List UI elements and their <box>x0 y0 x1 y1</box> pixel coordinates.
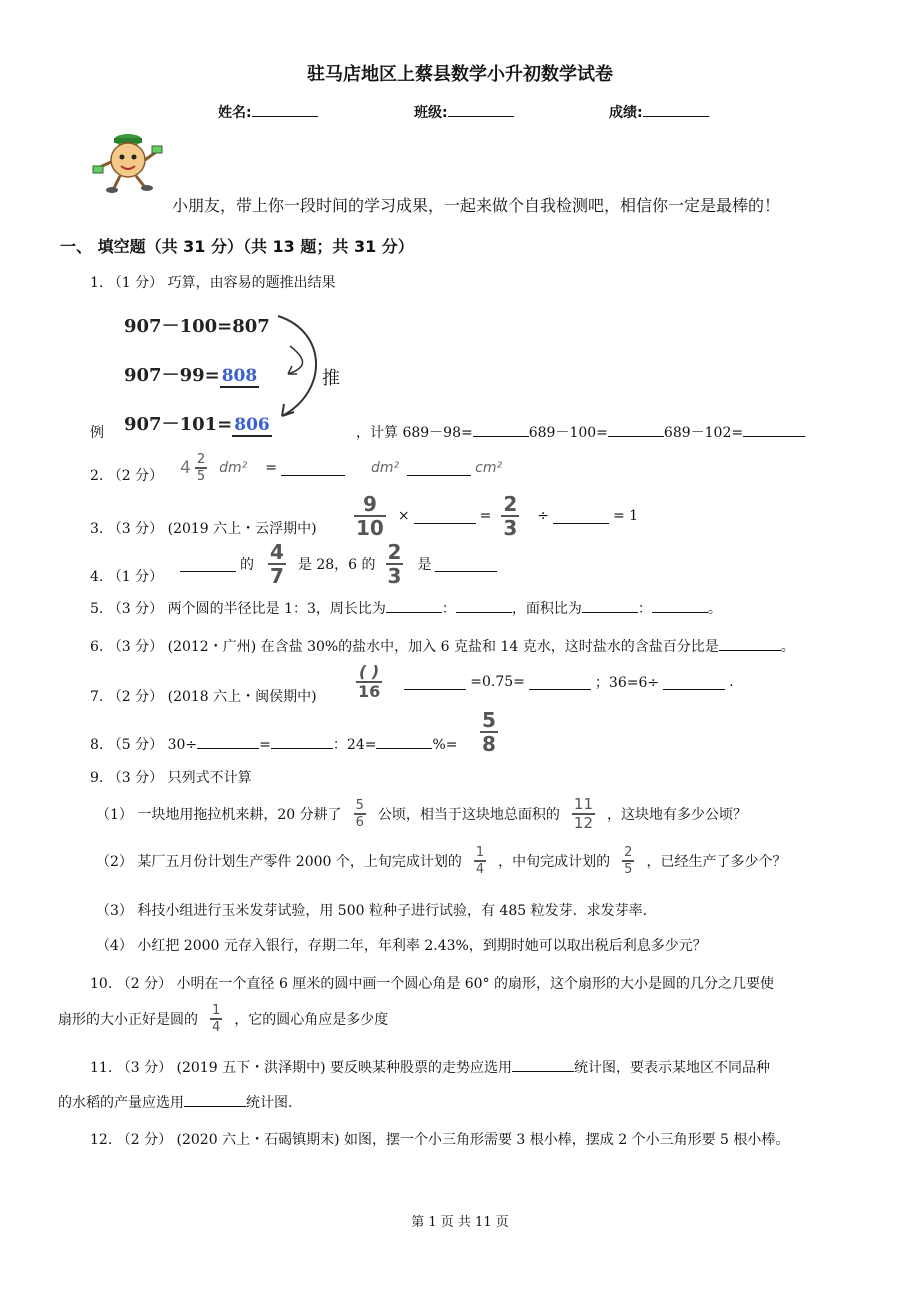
q4-fraction-1 <box>268 542 286 586</box>
q7-fraction <box>356 664 382 700</box>
q11-line2-a: 的水稻的产量应选用 <box>58 1095 184 1111</box>
q2-fraction <box>195 453 207 483</box>
q8-f-num: 5 <box>482 708 496 732</box>
q1-calc-c: 689－102= <box>663 425 744 441</box>
score-label: 成绩: <box>609 105 643 121</box>
q1-example-3-answer: 806 <box>234 415 270 435</box>
q6-end: 。 <box>780 639 795 655</box>
q1-blank-3[interactable] <box>743 422 805 437</box>
q12-line: 12. （2 分） (2020 六上・石碣镇期末) 如图，摆一个小三角形需要 3 根小棒，摆成 2 个小三角形要 5 根小棒。 <box>90 1132 790 1148</box>
name-blank[interactable] <box>252 102 318 117</box>
q4-text-b: 是 28，6 的 <box>297 557 376 573</box>
q1-example-3 <box>124 410 272 436</box>
q9-sub-4: （4） 小红把 2000 元存入银行，存期二年，年利率 2.43%，到期时她可以取出税后利息多少元？ <box>96 938 707 954</box>
q6-line <box>90 636 795 656</box>
q2-expression <box>180 453 502 483</box>
q4-g-den: 3 <box>387 564 402 588</box>
score-blank[interactable] <box>643 102 709 117</box>
q9-sub-3: （3） 科技小组进行玉米发芽试验，用 500 粒种子进行试验，有 485 粒发芽．求发芽率． <box>96 903 657 919</box>
q9-s2-c: ，已经生产了多少个？ <box>646 854 787 870</box>
q1-label: 1. （1 分） 巧算，由容易的题推出结果 <box>90 275 336 291</box>
q3-blank-2[interactable] <box>553 509 609 524</box>
q7-expression <box>356 664 734 700</box>
q7-f-den: 16 <box>358 682 381 701</box>
name-label: 姓名: <box>218 105 252 121</box>
q3-f1-den: 10 <box>356 516 384 540</box>
q3-f1-num: 9 <box>362 492 377 516</box>
q4-label <box>90 566 163 586</box>
q1-example-2 <box>124 361 259 387</box>
q11-line-2 <box>58 1092 292 1112</box>
q10-line-1: 10. （2 分） 小明在一个直径 6 厘米的圆中画一个圆心角是 60° 的扇形，这个扇形的大小是圆的几分之几要使 <box>90 976 775 992</box>
q4-prefix: 4. （1 分） <box>90 569 164 585</box>
q8-fraction <box>480 710 498 754</box>
q9-sub-1 <box>96 797 747 831</box>
q1-example-1: 907－100=807 <box>124 316 270 337</box>
q9-s2-b: ，中旬完成计划的 <box>498 854 611 870</box>
q1-example-3-expr: 907－101= <box>124 414 233 435</box>
q5-blank-1[interactable] <box>386 598 442 613</box>
q7-f-num: ( ) <box>359 662 380 681</box>
q1-example-2-expr: 907－99= <box>124 365 220 386</box>
intro-text: 小朋友，带上你一段时间的学习成果，一起来做个自我检测吧，相信你一定是最棒的！ <box>172 196 781 215</box>
q2-blank-2[interactable] <box>407 461 471 476</box>
q8-text-c: %= <box>432 737 458 753</box>
q2-unit-3: cm² <box>475 460 503 476</box>
q8-label: 8. （5 分） 30÷ <box>90 737 198 753</box>
q5-text-b: ，面积比为 <box>511 601 582 617</box>
q7-blank-2[interactable] <box>529 675 591 690</box>
name-field[interactable] <box>218 102 318 122</box>
q9-s1-a: （1） 一块地用拖拉机来耕，20 分耕了 <box>96 807 342 823</box>
q4-blank-1[interactable] <box>180 557 236 572</box>
q7-blank-3[interactable] <box>663 675 725 690</box>
q4-f-den: 7 <box>270 564 284 588</box>
class-label: 班级: <box>414 105 448 121</box>
q5-colon-1: ： <box>441 601 456 617</box>
q1-calc-a: ，计算 689－98= <box>356 425 473 441</box>
score-field[interactable] <box>609 102 709 122</box>
q8-f-den: 8 <box>482 732 496 756</box>
q2-equals: = <box>265 460 277 476</box>
q3-blank-1[interactable] <box>414 509 476 524</box>
q1-example-2-answer: 808 <box>221 366 258 386</box>
mascot-illustration <box>90 128 170 196</box>
q2-frac-den: 5 <box>196 469 206 484</box>
q9-s2-fraction-2: $\frac{2}{5}$ <box>624 845 633 877</box>
q1-li-label: 例 <box>90 425 104 441</box>
q9-sub-2 <box>96 846 786 876</box>
q3-eq-2: = 1 <box>612 508 639 524</box>
q3-label: 3. （3 分） (2019 六上・云浮期中) <box>90 521 317 537</box>
q2-unit-2: dm² <box>370 460 400 476</box>
q10-line-2 <box>58 1004 388 1034</box>
q5-text-a: 5. （3 分） 两个圆的半径比是 1：3，周长比为 <box>90 601 386 617</box>
q4-g-num: 2 <box>387 540 402 564</box>
q6-blank[interactable] <box>719 636 781 651</box>
q11-blank-2[interactable] <box>184 1092 246 1107</box>
q3-times: × <box>397 508 410 524</box>
page-footer: 第 1 页 共 11 页 <box>411 1215 509 1230</box>
q8-blank-1[interactable] <box>197 734 259 749</box>
q3-expression <box>354 494 638 538</box>
q11-blank-1[interactable] <box>512 1057 574 1072</box>
q8-blank-3[interactable] <box>376 734 432 749</box>
q9-s2-a: （2） 某厂五月份计划生产零件 2000 个，上旬完成计划的 <box>96 854 462 870</box>
q9-s2-fraction-1: $\frac{1}{4}$ <box>475 845 485 877</box>
q8-blank-2[interactable] <box>271 734 333 749</box>
q3-fraction-2 <box>501 494 519 538</box>
q3-f2-den: 3 <box>503 516 518 540</box>
q4-text-a: 的 <box>240 557 254 573</box>
q8-line <box>90 734 458 754</box>
q4-f-num: 4 <box>270 540 284 564</box>
q9-s1-fraction-1: $\frac{5}{6}$ <box>355 798 364 830</box>
q3-f2-num: 2 <box>503 492 518 516</box>
q9-s1-fraction-2: $\frac{11}{12}$ <box>573 795 593 832</box>
q9-s1-b: 公顷，相当于这块地总面积的 <box>377 807 560 823</box>
page-title: 驻马店地区上蔡县数学小升初数学试卷 <box>307 64 613 85</box>
q1-blank-2[interactable] <box>608 422 664 437</box>
q1-blank-1[interactable] <box>473 422 529 437</box>
q8-text-a: = <box>259 737 271 753</box>
q3-fraction-1 <box>354 494 386 538</box>
q3-divide: ÷ <box>537 508 549 524</box>
q10-fraction: $\frac{1}{4}$ <box>212 1003 221 1035</box>
class-field[interactable] <box>414 102 514 122</box>
q5-line <box>90 598 722 618</box>
q7-blank-1[interactable] <box>404 675 466 690</box>
q11-line1-a: 11. （3 分） (2019 五下・洪泽期中) 要反映某种股票的走势应选用 <box>90 1060 512 1076</box>
q2-frac-num: 2 <box>196 452 206 467</box>
q10-line2-b: ，它的圆心角应是多少度 <box>234 1012 389 1028</box>
q4-text-c: 是 <box>417 557 432 573</box>
q11-line-1 <box>90 1057 770 1077</box>
q11-line1-b: 统计图，要表示某地区不同品种 <box>573 1060 770 1076</box>
q9-s1-c: ，这块地有多少公顷？ <box>607 807 747 823</box>
q2-unit-1: dm² <box>219 460 248 476</box>
q5-blank-3[interactable] <box>582 598 638 613</box>
q1-tui-label: 推 <box>322 368 340 389</box>
q8-text-b: ：24= <box>332 737 377 753</box>
q2-whole: 4 <box>180 458 191 478</box>
q10-line2-a: 扇形的大小正好是圆的 <box>58 1012 198 1028</box>
q3-eq-1: = <box>479 508 492 524</box>
q4-fraction-2 <box>386 542 404 586</box>
q9-label: 9. （3 分） 只列式不计算 <box>90 770 252 786</box>
q2-blank-1[interactable] <box>281 461 345 476</box>
q5-blank-4[interactable] <box>652 598 708 613</box>
q4-expression <box>180 542 497 586</box>
q5-blank-2[interactable] <box>456 598 512 613</box>
q6-text: 6. （3 分） (2012・广州) 在含盐 30%的盐水中，加入 6 克盐和 14 克水，这时盐水的含盐百分比是 <box>90 639 719 655</box>
q7-text-b: ；36=6÷ <box>594 675 660 691</box>
q1-calc-b: 689－100= <box>528 425 608 441</box>
q7-end: . <box>729 674 734 690</box>
q8-fraction-wrap <box>480 710 498 754</box>
section-title: 一、 填空题（共 31 分）（共 13 题；共 31 分） <box>60 237 414 256</box>
class-blank[interactable] <box>448 102 514 117</box>
q2-label: 2. （2 分） <box>90 468 164 484</box>
q11-line2-b: 统计图. <box>246 1095 293 1111</box>
q1-calc <box>356 422 805 442</box>
q7-text-a: =0.75= <box>470 674 525 690</box>
q5-end: 。 <box>707 601 722 617</box>
curved-arrow-icon <box>268 312 328 422</box>
q7-label: 7. （2 分） (2018 六上・闽侯期中) <box>90 689 317 705</box>
q5-colon-2: ： <box>637 601 652 617</box>
q4-blank-2[interactable] <box>435 557 497 572</box>
